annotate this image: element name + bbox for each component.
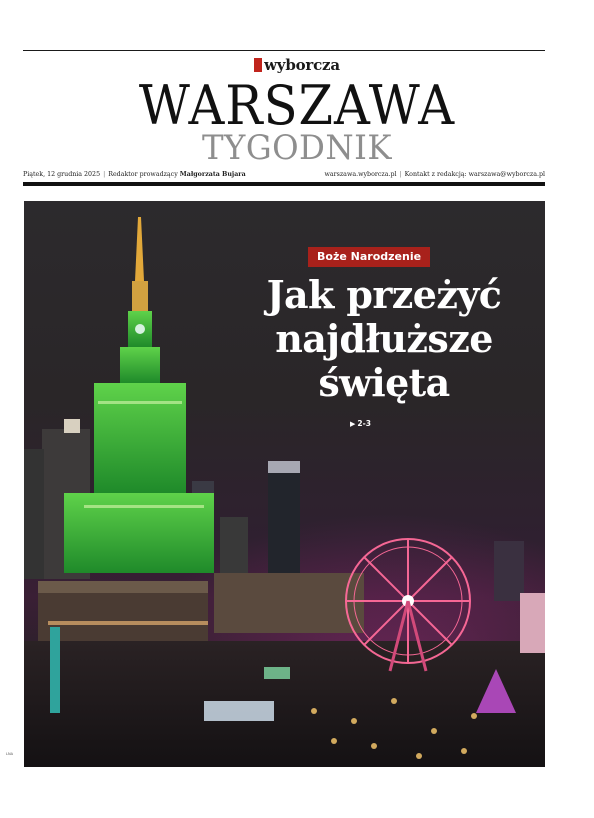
header-rule: [23, 182, 545, 186]
info-bar: Piątek, 12 grudnia 2025 | Redaktor prowadzący Małgorzata Bujara warszawa.wyborcza.pl | Kontakt z redakcją: warszawa@wyborcza.pl: [23, 171, 545, 178]
section-tag[interactable]: Boże Narodzenie: [308, 247, 430, 267]
arrow-right-icon: ▶: [350, 420, 356, 428]
top-rule: [23, 50, 545, 51]
website-link[interactable]: warszawa.wyborcza.pl: [324, 171, 397, 178]
cover-headline[interactable]: Jak przeżyć najdłuższe święta: [266, 272, 502, 405]
editor-label: Redaktor prowadzący: [108, 171, 178, 178]
masthead-subtitle: TYGODNIK: [202, 128, 392, 168]
issue-date: Piątek, 12 grudnia 2025: [23, 171, 101, 178]
brand-name: wyborcza: [264, 56, 340, 74]
cover-photo: [24, 201, 545, 767]
page-reference[interactable]: [350, 419, 371, 428]
brand-logo[interactable]: [0, 56, 594, 76]
brand-mark-icon: [254, 58, 262, 72]
editor-name: Małgorzata Bujara: [179, 171, 246, 178]
page-reference-label: 2-3: [357, 419, 371, 428]
masthead-title: WARSZAWA: [138, 74, 456, 137]
contact-info[interactable]: Kontakt z redakcją: warszawa@wyborcza.pl: [404, 171, 545, 178]
photo-credit: LNA: [6, 752, 13, 756]
